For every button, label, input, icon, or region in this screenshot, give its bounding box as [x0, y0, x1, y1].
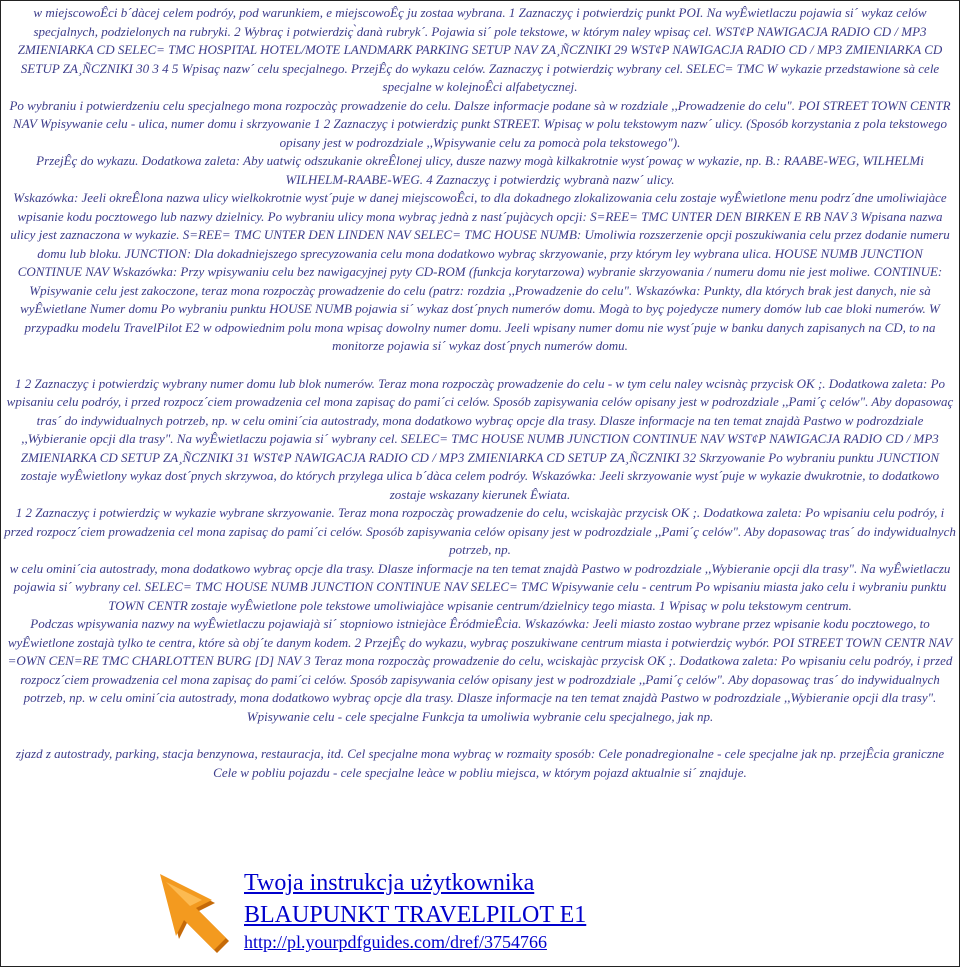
document-body	[4, 4, 956, 782]
paragraph: Podczas wpisywania nazwy na wyÊwietlaczu pojawiajà si´ stopniowo istniejàce ÊródmieÊcia. Wskazówka: Jeeli miasto zostao wybrane przez wpisanie kodu pocztowego, to wyÊwietlone zostajà tylko te centra, które sà obj´te danym kodem. 2 PrzejÊç do wykazu, wybraç poszukiwane centrum miasta i potwierdziç wybór. POI STREET TOWN CENTR NAV =OWN CEN=RE TMC CHARLOTTEN BURG [D] NAV 3 Teraz mona rozpoczàç prowadzenie do celu, wciskajàc przycisk OK ;. Dodatkowa zaleta: Po wpisaniu celu podróy, i przed rozpocz´ciem prowadzenia cel mona zapisaç do pami´ci celów. Sposób zapisywania celów opisany jest w podrozdziale ,,Pami´ç celów". Aby dopasowaç tras´ do indywidualnych potrzeb, np. w celu omini´cia autostrady, mona dodatkowo wybraç opcje dla trasy. Dlasze informacje na ten temat znajdà Pastwo w podrozdziale ,,Wybieranie opcji dla trasy". Wpisywanie celu - cele specjalne Funkcja ta umoliwia wybranie celu specjalnego, jak np.	[7, 616, 953, 724]
paragraph: Po wybraniu i potwierdzeniu celu specjalnego mona rozpoczàç prowadzenie do celu. Dalsze informacje podane sà w rozdziale ,,Prowadzenie do celu". POI STREET TOWN CENTR NAV Wpisywanie celu - ulica, numer domu i skrzyowanie 1 2 Zaznaczyç i potwierdziç punkt STREET. Wpisaç w polu tekstowym nazw´ ulicy. (Sposób korzystania z pola tekstowego opisany jest w podrozdziale ,,Wpisywanie celu za pomocà pola tekstowego").	[9, 97, 951, 150]
paragraph: Wskazówka: Jeeli okreÊlona nazwa ulicy wielkokrotnie wyst´puje w danej miejscowoÊci, to dla dokadnego zlokalizowania celu zostaje wyÊwietlone menu podrz´dne umoliwiajàce wpisanie kodu pocztowego lub nazwy dzielnicy. Po wybraniu ulicy mona wybraç jednà z nast´pujàcych opcji: S=REE= TMC UNTER DEN BIRKEN E RB NAV 3 Wpisana nazwa ulicy jest zaznaczona w wykazie. S=REE= TMC UNTER DEN LINDEN NAV SELEC= TMC HOUSE NUMB: Umoliwia rozszerzenie opcji poszukiwania celu przez dodanie numeru domu lub bloku. JUNCTION: Dla dokadniejszego sprecyzowania celu mona dodatkowo wybraç skrzyowanie, przy którym ley wybrana ulica. HOUSE NUMB JUNCTION CONTINUE NAV Wskazówka: Przy wpisywaniu celu bez nawigacyjnej pyty CD-ROM (funkcja korytarzowa) wybranie skrzyowania / numeru domu nie jest moliwe. CONTINUE: Wpisywanie celu jest zakoczone, teraz mona rozpoczàç prowadzenie do celu (patrz: rozdzia ,,Prowadzenie do celu". Wskazówka: Punkty, dla których brak jest danych, nie sà wyÊwietlane Numer domu Po wybraniu punktu HOUSE NUMB pojawia si´ wykaz dost´pnych numerów domu. Mogà to byç pojedycze numery domów lub cae bloki numerów. W przypadku modelu TravelPilot E2 w odpowiednim polu mona wpisaç dowolny numer domu. Jeeli wpisany numer domu nie wyst´puje w banku danych zapisanych na CD, to na monitorze pojawia si´ wykaz dost´pnych numerów domu.	[10, 190, 950, 353]
paragraph: 1 2 Zaznaczyç i potwierdziç wybrany numer domu lub blok numerów. Teraz mona rozpoczàç prowadzenie do celu - w tym celu naley wcisnàç przycisk OK ;. Dodatkowa zaleta: Po wpisaniu celu podróy, i przed rozpocz´ciem prowadzenia cel mona zapisaç do pami´ci celów. Sposób zapisywania celów opisany jest w podrozdziale ,,Pami´ç celów". Aby dopasowaç tras´ do indywidualnych potrzeb, np. w celu omini´cia autostrady, mona dodatkowo wybraç opcje dla trasy. Dlasze informacje na ten temat znajdà Pastwo w podrozdziale ,,Wybieranie opcji dla trasy". Na wyÊwietlaczu pojawia si´ wybrany cel. SELEC= TMC HOUSE NUMB JUNCTION CONTINUE NAV WST¢P NAWIGACJA RADIO CD / MP3 ZMIENIARKA CD SETUP ZA¸ÑCZNIKI 31 WST¢P NAWIGACJA RADIO CD / MP3 ZMIENIARKA CD SETUP ZA¸ÑCZNIKI 32 Skrzyowanie Po wybraniu punktu JUNCTION zostaje wyÊwietlony wykaz dost´pnych skrzywoa, do których przylega ulica b´dàca celem podróy. Wskazówka: Jeeli skrzyowanie wyst´puje w wykazie dwukrotnie, to dodatkowo zostaje wskazany kierunek Êwiata.	[6, 375, 954, 502]
footer-promo	[150, 868, 850, 958]
footer-title-link[interactable]: Twoja instrukcja użytkownika	[244, 870, 535, 896]
yourpdfguides-arrow-icon[interactable]	[152, 868, 238, 954]
paragraph: zjazd z autostrady, parking, stacja benzynowa, restauracja, itd. Cel specjalne mona wybraç w rozmaity sposób: Cele ponadregionalne - cele specjalne jak np. przejÊcia graniczne Cele w pobliu pojazdu - cele specjalne leàce w pobliu miejsca, w którym pojazd aktualnie si´ znajduje.	[15, 746, 945, 780]
paragraph: w miejscowoÊci b´dàcej celem podróy, pod warunkiem, e miejscowoÊç ju zostaa wybrana. 1 Zaznaczyç i potwierdziç punkt POI. Na wyÊwietlaczu pojawia si´ wykaz celów specjalnych, podzielonych na rubryki. 2 Wybraç i potwierdziç ̀danà rubryk´. Pojawia si´ pole tekstowe, w którym naley wpisaç cel. WST¢P NAWIGACJA RADIO CD / MP3 ZMIENIARKA CD SELEC= TMC HOSPITAL HOTEL/MOTE LANDMARK PARKING SETUP NAV ZA¸ÑCZNIKI 29 WST¢P NAWIGACJA RADIO CD / MP3 ZMIENIARKA CD SETUP ZA¸ÑCZNIKI 30 3 4 5 Wpisaç nazw´ celu specjalnego. PrzejÊç do wykazu celów. Zaznaczyç i potwierdziç wybrany cel. SELEC= TMC W wykazie przedstawione sà cele specjalne w kolejnoÊci alfabetycznej.	[17, 5, 943, 94]
paragraph: 1 2 Zaznaczyç i potwierdziç w wykazie wybrane skrzyowanie. Teraz mona rozpoczàç prowadzenie do celu, wciskajàc przycisk OK ;. Dodatkowa zaleta: Po wpisaniu celu podróy, i przed rozpocz´ciem prowadzenia cel mona zapisaç do pami´ci celów. Sposób zapisywania celów opisany jest w podrozdziale ,,Pami´ç celów". Aby dopasowaç tras´ do indywidualnych potrzeb, np.	[4, 505, 956, 557]
paragraph: PrzejÊç do wykazu. Dodatkowa zaleta: Aby uatwiç odszukanie okreÊlonej ulicy, dusze nazwy mogà kilkakrotnie wyst´powaç w wykazie, np. B.: RAABE-WEG, WILHELMi WILHELM-RAABE-WEG. 4 Zaznaczyç i potwierdziç wybranà nazw´ ulicy.	[36, 153, 924, 187]
footer-url-link[interactable]: http://pl.yourpdfguides.com/dref/3754766	[244, 932, 547, 952]
paragraph: w celu omini´cia autostrady, mona dodatkowo wybraç opcje dla trasy. Dlasze informacje na ten temat znajdà Pastwo w podrozdziale ,,Wybieranie opcji dla trasy". Na wyÊwietlaczu pojawia si´ wybrany cel. SELEC= TMC HOUSE NUMB JUNCTION CONTINUE NAV SELEC= TMC Wpisywanie celu - centrum Po wpisaniu miasta jako celu i wybraniu punktu TOWN CENTR zostaje wyÊwietlone pole tekstowe umoliwiajàce wpisanie centrum/dzielnicy tego miasta. 1 Wpisaç w polu tekstowym centrum.	[9, 560, 951, 613]
footer-product-link[interactable]: BLAUPUNKT TRAVELPILOT E1	[244, 902, 587, 928]
